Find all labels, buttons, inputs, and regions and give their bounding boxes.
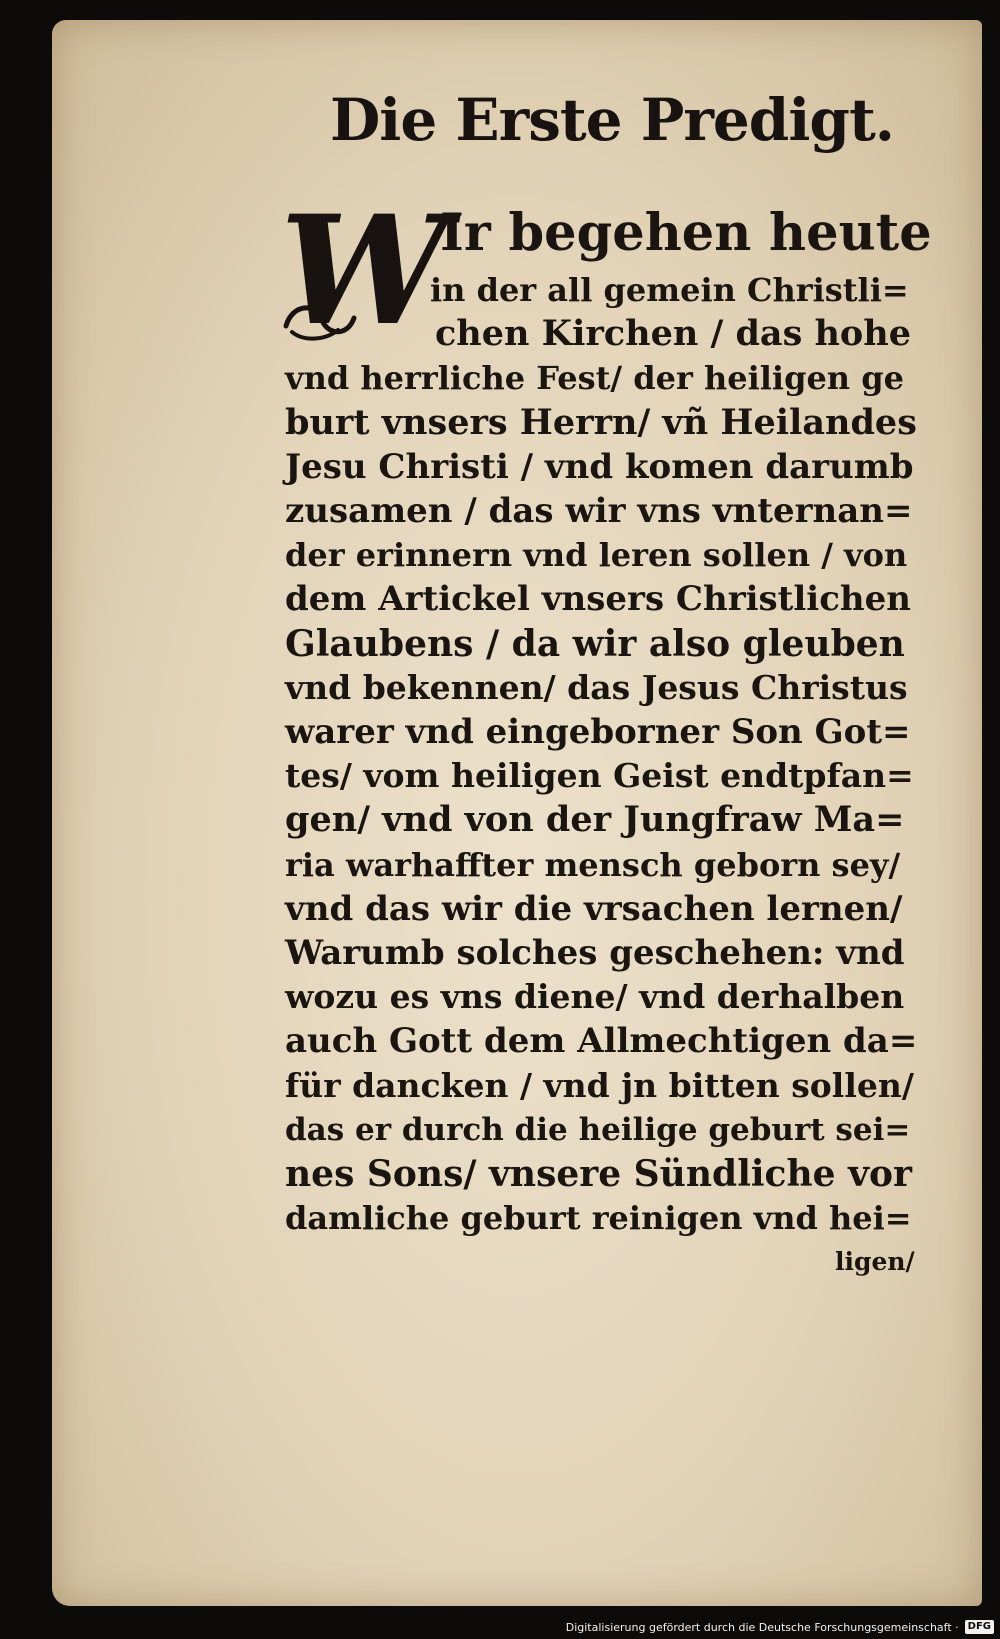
- text-line-content: gen/ vnd von der Jungfraw Ma=: [285, 799, 905, 841]
- text-line: [285, 931, 917, 975]
- text-line: [435, 312, 917, 356]
- text-line: [430, 268, 917, 312]
- text-line-content: tes/ vom heiligen Geist endtpfan=: [285, 756, 914, 796]
- dfg-logo: DFG: [965, 1620, 994, 1634]
- first-text-line: [440, 198, 940, 268]
- text-line: [285, 666, 917, 710]
- text-line-content: vnd das wir die vrsachen lernen/: [285, 888, 903, 929]
- text-line-content: damliche geburt reinigen vnd hei=: [285, 1199, 912, 1238]
- initial-flourish-icon: [282, 296, 362, 342]
- text-line-content: nes Sons/ vnsere Sündliche vor: [285, 1153, 912, 1195]
- text-line-content: in der all gemein Christli=: [430, 271, 909, 309]
- text-line-content: dem Artickel vnsers Christlichen: [285, 579, 911, 620]
- text-line: [285, 1152, 917, 1196]
- text-line: [285, 887, 917, 931]
- text-line-content: auch Gott dem Allmechtigen da=: [285, 1021, 918, 1062]
- text-line: [285, 622, 917, 666]
- text-line-content: Warumb solches geschehen: vnd: [285, 933, 905, 973]
- text-line-content: wozu es vns diene/ vnd derhalben: [285, 977, 905, 1017]
- text-line: [285, 577, 917, 621]
- text-line: [835, 1240, 917, 1284]
- text-line-content: ria warhaffter mensch geborn sey/: [285, 845, 901, 884]
- text-line-content: ligen/: [835, 1247, 915, 1277]
- credit-text: Digitalisierung gefördert durch die Deutsche Forschungsgemeinschaft ·: [565, 1620, 959, 1634]
- text-line-content: warer vnd eingeborner Son Got=: [285, 712, 911, 752]
- text-line: [285, 798, 917, 842]
- text-line-content: vnd herrliche Fest/ der heiligen ge: [285, 359, 904, 398]
- text-line-content: burt vnsers Herrn/ vñ Heilandes: [285, 401, 917, 443]
- text-line: [285, 533, 917, 577]
- text-line-content: für dancken / vnd jn bitten sollen/: [285, 1065, 914, 1105]
- text-line: [285, 401, 917, 445]
- text-line: [285, 445, 917, 489]
- first-line-text: Ir begehen heute: [440, 203, 932, 263]
- text-line: [285, 489, 917, 533]
- text-line-content: das er durch die heilige geburt sei=: [285, 1111, 911, 1148]
- text-line-content: der erinnern vnd leren sollen / von: [285, 536, 908, 575]
- text-line: [285, 356, 917, 400]
- text-line-content: chen Kirchen / das hohe: [435, 313, 911, 355]
- text-line: [285, 1019, 917, 1063]
- text-line: [285, 1064, 917, 1108]
- text-line: [285, 754, 917, 798]
- digitization-credit: [566, 1617, 994, 1637]
- text-line: [285, 1108, 917, 1152]
- text-line: [285, 710, 917, 754]
- decorated-initial: W: [280, 183, 449, 359]
- page-heading: Die Erste Predigt.: [330, 86, 894, 154]
- text-line: [285, 1196, 917, 1240]
- text-line: [285, 843, 917, 887]
- text-line-content: Jesu Christi / vnd komen darumb: [285, 446, 914, 487]
- text-line-content: Glaubens / da wir also gleuben: [285, 622, 905, 665]
- text-line: [285, 975, 917, 1019]
- text-line-content: zusamen / das wir vns vnternan=: [285, 491, 913, 531]
- text-line-content: vnd bekennen/ das Jesus Christus: [285, 667, 908, 707]
